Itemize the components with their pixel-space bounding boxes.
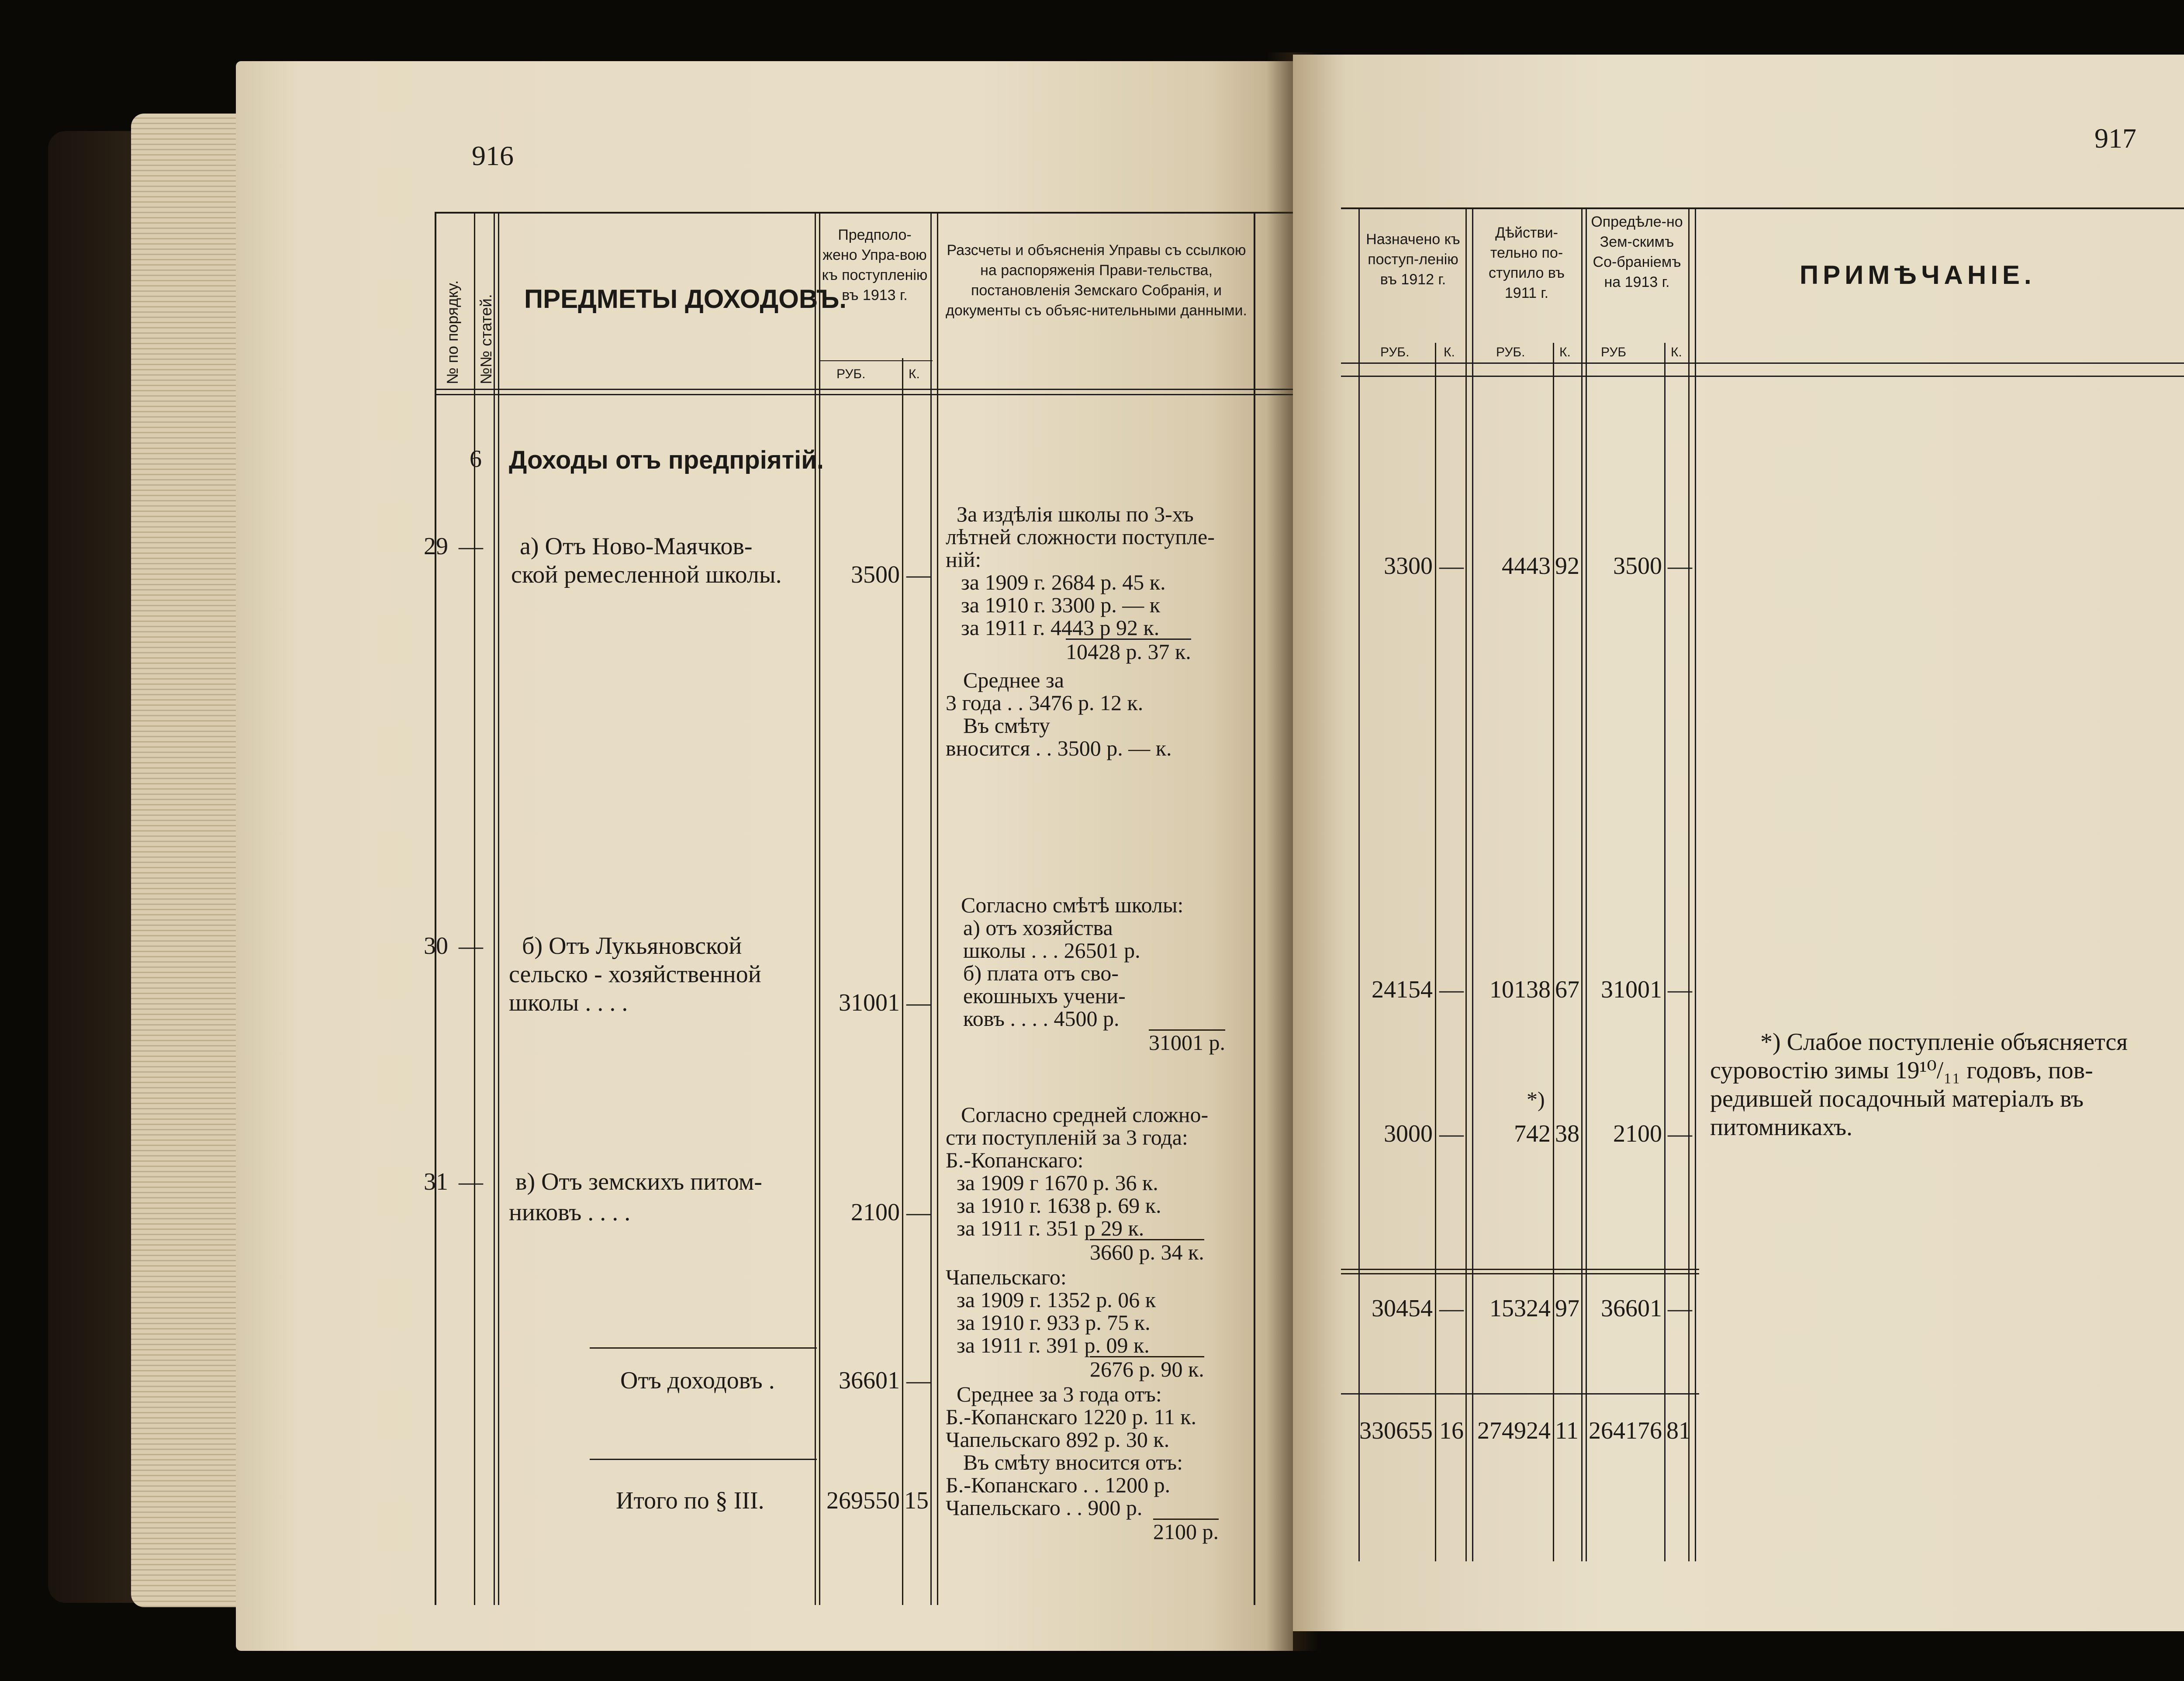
assigned-rub: 24154: [1372, 976, 1433, 1003]
total-assigned-kop: 16: [1439, 1417, 1464, 1444]
header-determined: Опредѣле-но Зем-скимъ Со-браніемъ на 1913 г.: [1591, 214, 1683, 290]
total-determined-rub: 264176: [1589, 1417, 1662, 1444]
explain-line: за 1909 г 1670 р. 36 к.: [957, 1170, 1158, 1195]
row-subject-line: сельско - хозяйственной: [509, 961, 761, 988]
row-order: 31: [424, 1168, 448, 1195]
table-top-rule: [1341, 207, 2184, 209]
explain-line: за 1909 г. 2684 р. 45 к.: [961, 570, 1166, 594]
page-number: 917: [2094, 123, 2136, 154]
actual-kop: 67: [1555, 976, 1579, 1003]
row-amount-kop: —: [906, 989, 931, 1016]
explain-line: сти поступленій за 3 года:: [946, 1125, 1188, 1149]
explain-line: за 1910 г. 1638 р. 69 к.: [957, 1193, 1161, 1218]
explain-line: б) плата отъ сво-: [963, 961, 1119, 985]
col-divider: [494, 212, 495, 1605]
subtotal-rub: 36601: [839, 1367, 900, 1394]
unit-kop: К.: [1559, 345, 1571, 359]
header-rule-2: [435, 394, 1293, 395]
subtotal-label: Отъ доходовъ .: [620, 1367, 775, 1394]
header-subject: ПРЕДМЕТЫ ДОХОДОВЪ.: [524, 284, 847, 314]
col-divider: [1553, 343, 1554, 1561]
header-explain: Разсчеты и объясненія Управы съ ссылкою на распоряженія Прави-тельства, постановленія Земскаго Собранія, и документы съ объяс-нительными данными.: [946, 242, 1247, 319]
determined-kop: —: [1668, 1120, 1692, 1147]
col-divider: [1586, 207, 1587, 1561]
row-subject-line: школы . . . .: [509, 989, 628, 1016]
explain-line: за 1911 г. 351 р 29 к.: [957, 1216, 1144, 1240]
header-order: № по порядку.: [443, 280, 461, 384]
book-cover-left: [48, 131, 144, 1603]
row-dash: —: [459, 533, 483, 560]
row-subject-line: б) Отъ Лукьяновской: [522, 932, 742, 960]
section-title: Доходы отъ предпріятій.: [509, 446, 824, 474]
col-divider: [815, 212, 816, 1605]
header-assigned: Назначено къ поступ-ленію въ 1912 г.: [1366, 231, 1460, 288]
explain-line: школы . . . 26501 р.: [963, 938, 1140, 963]
explain-line: Согласно средней сложно-: [961, 1102, 1209, 1127]
assigned-kop: —: [1439, 552, 1464, 580]
subtotal-rule-2: [1341, 1273, 1699, 1274]
subtotal-determined-rub: 36601: [1601, 1295, 1662, 1322]
explain-sum: 10428 р. 37 к.: [1066, 639, 1191, 664]
explain-line: за 1910 г. 3300 р. — к: [961, 593, 1161, 617]
total-determined-kop: 81: [1666, 1417, 1691, 1444]
explain-line: Среднее за: [963, 668, 1064, 692]
explain-line: за 1910 г. 933 р. 75 к.: [957, 1310, 1151, 1335]
col-divider: [937, 212, 938, 1605]
explain-line: Въ смѣту: [963, 713, 1050, 738]
note-line: питомникахъ.: [1710, 1114, 1853, 1141]
determined-rub: 3500: [1613, 552, 1662, 580]
header-rule: [435, 389, 1293, 390]
explain-line: За издѣлія школы по 3-хъ: [957, 502, 1194, 526]
header-assumed: Предполо-жено Упра-вою къ поступленію въ 1913 г.: [822, 227, 928, 304]
total-kop: 15: [904, 1487, 929, 1514]
explain-line: Въ смѣту вносится отъ:: [963, 1450, 1183, 1474]
explain-sum: 2100 р.: [1153, 1519, 1219, 1544]
explain-sum: 3660 р. 34 к.: [1090, 1240, 1204, 1264]
assigned-kop: —: [1439, 976, 1464, 1003]
explain-line: Б.-Копанскаго . . 1200 р.: [946, 1473, 1171, 1497]
determined-rub: 2100: [1613, 1120, 1662, 1147]
subtotal-actual-kop: 97: [1555, 1295, 1579, 1322]
right-page: [1293, 55, 2184, 1631]
actual-rub: 4443: [1502, 552, 1551, 580]
total-rule: [590, 1459, 817, 1460]
explain-line: за 1911 г. 391 р. 09 к.: [957, 1333, 1150, 1357]
table-left-border: [435, 212, 436, 1605]
unit-kop: К.: [1671, 345, 1682, 359]
row-subject-line: в) Отъ земскихъ питом-: [515, 1168, 762, 1195]
note-line: редившей посадочный матеріалъ въ: [1710, 1085, 2084, 1112]
explain-line: Б.-Копанскаго:: [946, 1148, 1084, 1172]
explain-line: ковъ . . . . 4500 р.: [963, 1006, 1120, 1031]
header-articles: №№ статей.: [477, 294, 495, 384]
assigned-rub: 3000: [1384, 1120, 1433, 1147]
row-amount-rub: 2100: [851, 1199, 900, 1226]
row-dash: —: [459, 932, 483, 960]
total-actual-rub: 274924: [1477, 1417, 1551, 1444]
explain-line: за 1911 г. 4443 р 92 к.: [961, 615, 1160, 640]
col-divider: [474, 212, 475, 1605]
actual-kop: 38: [1555, 1120, 1579, 1147]
row-subject-line: никовъ . . . .: [509, 1199, 631, 1226]
row-order: 30: [424, 932, 448, 960]
subtotal-rule: [1341, 1269, 1699, 1270]
actual-rub: 10138: [1489, 976, 1551, 1003]
col-divider: [1695, 207, 1696, 1561]
actual-kop: 92: [1555, 552, 1579, 580]
col-divider: [1435, 343, 1436, 1561]
determined-kop: —: [1668, 552, 1692, 580]
explain-line: за 1909 г. 1352 р. 06 к: [957, 1288, 1156, 1312]
footnote-mark: *): [1527, 1087, 1545, 1111]
col-divider: [1688, 207, 1690, 1561]
unit-rub: РУБ.: [1380, 345, 1410, 359]
total-actual-kop: 11: [1555, 1417, 1579, 1444]
subtotal-determined-kop: —: [1668, 1295, 1692, 1322]
note-line: суровостію зимы 19¹⁰/₁₁ годовъ, пов-: [1710, 1057, 2093, 1084]
unit-rule: [819, 360, 933, 361]
section-num: 6: [470, 445, 482, 473]
header-rule: [1341, 362, 2184, 364]
left-page: [236, 61, 1293, 1651]
explain-line: 3 года . . 3476 р. 12 к.: [946, 690, 1144, 715]
row-order: 29: [424, 533, 448, 560]
unit-rub: РУБ.: [1496, 345, 1525, 359]
explain-line: Чапельскаго:: [946, 1265, 1067, 1289]
explain-line: лѣтней сложности поступле-: [946, 525, 1215, 549]
assigned-kop: —: [1439, 1120, 1464, 1147]
page-edges-left: [131, 114, 245, 1607]
explain-sum: 2676 р. 90 к.: [1090, 1357, 1204, 1381]
table-top-rule: [435, 212, 1293, 214]
col-divider: [1465, 207, 1467, 1561]
header-actual: Дѣйстви-тельно по-ступило въ 1911 г.: [1488, 224, 1565, 301]
row-amount-rub: 31001: [839, 989, 900, 1016]
col-divider: [930, 212, 932, 1605]
note-line: *) Слабое поступленіе объясняется: [1760, 1029, 2128, 1056]
explain-line: Б.-Копанскаго 1220 р. 11 к.: [946, 1405, 1197, 1429]
unit-rub: РУБ: [1601, 345, 1627, 359]
row-amount-rub: 3500: [851, 561, 900, 588]
header-rule-2: [1341, 376, 2184, 377]
explain-sum: 31001 р.: [1149, 1030, 1225, 1055]
row-amount-kop: —: [906, 1199, 931, 1226]
determined-kop: —: [1668, 976, 1692, 1003]
subtotal-rule: [590, 1347, 817, 1349]
row-dash: —: [459, 1168, 483, 1195]
explain-line: Среднее за 3 года отъ:: [957, 1382, 1162, 1406]
assigned-rub: 3300: [1384, 552, 1433, 580]
actual-rub: 742: [1514, 1120, 1551, 1147]
row-subject-line: а) Отъ Ново-Маячков-: [520, 533, 753, 560]
subtotal-actual-rub: 15324: [1489, 1295, 1551, 1322]
explain-line: а) отъ хозяйства: [963, 915, 1113, 940]
col-divider: [1472, 207, 1473, 1561]
determined-rub: 31001: [1601, 976, 1662, 1003]
subtotal-kop: —: [906, 1367, 931, 1394]
page-number: 916: [472, 140, 514, 171]
subtotal-assigned-kop: —: [1439, 1295, 1464, 1322]
col-divider: [902, 358, 903, 1605]
unit-kop: К.: [909, 367, 920, 381]
explain-line: Чапельскаго 892 р. 30 к.: [946, 1427, 1170, 1452]
col-divider: [819, 212, 820, 1605]
col-divider: [498, 212, 499, 1605]
explain-line: ній:: [946, 547, 981, 572]
row-amount-kop: —: [906, 561, 931, 588]
col-divider: [1358, 207, 1360, 1561]
total-assigned-rub: 330655: [1359, 1417, 1433, 1444]
row-subject-line: ской ремесленной школы.: [511, 561, 782, 588]
explain-line: Чапельскаго . . 900 р.: [946, 1495, 1143, 1520]
explain-line: Согласно смѣтѣ школы:: [961, 893, 1184, 917]
total-label: Итого по § III.: [616, 1487, 764, 1514]
unit-rub: РУБ.: [836, 367, 866, 381]
col-divider: [1664, 343, 1666, 1561]
total-rub: 269550: [826, 1487, 900, 1514]
explain-line: вносится . . 3500 р. — к.: [946, 736, 1172, 760]
subtotal-assigned-rub: 30454: [1372, 1295, 1433, 1322]
col-divider: [1581, 207, 1583, 1561]
explain-line: екошныхъ учени-: [963, 984, 1126, 1008]
unit-kop: К.: [1444, 345, 1455, 359]
col-divider: [1254, 212, 1255, 1605]
total-rule: [1341, 1393, 1699, 1395]
header-note: ПРИМѢЧАНІЕ.: [1800, 260, 2036, 290]
